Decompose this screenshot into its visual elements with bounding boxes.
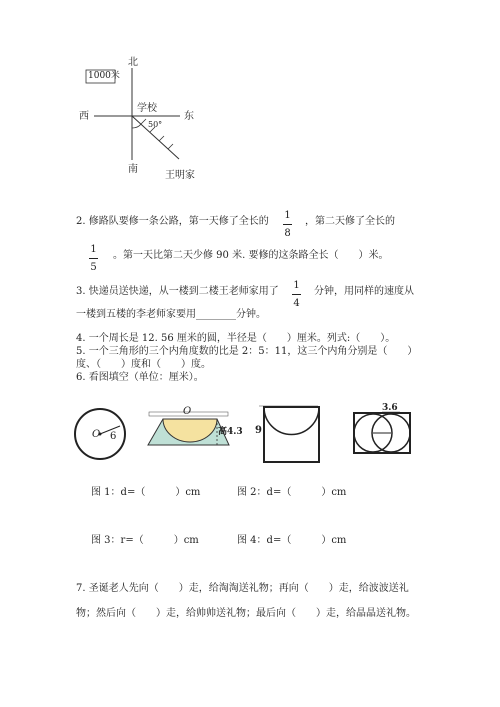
q6-answer-4: 图 4：d=（ ）cm [237,535,347,546]
q3-fraction: 1 4 [293,280,300,309]
q2-text-part2: ，第二天修了全长的 [305,216,395,227]
q2-fraction-2: 1 5 [90,244,97,273]
q2-fraction-1: 1 8 [284,210,291,239]
compass-destination: 王明家 [165,170,195,181]
q6-title: 6. 看图填空（单位：厘米）。 [76,372,204,383]
fig1-center-label: O [92,429,101,440]
fig3-semicircle [264,407,319,434]
compass-center: 学校 [137,103,157,114]
fig3-side-label: 9 [255,425,262,436]
compass-angle: 50° [148,120,163,129]
compass-north: 北 [128,57,138,68]
q6-answer-3: 图 3：r=（ ）cm [91,535,199,546]
q5-text-line2: 度、（ ）度和（ ）度。 [76,359,211,370]
fig1-radius-label: 6 [110,431,117,442]
q3-text-part1: 3. 快递员送快递，从一楼到二楼王老师家用了 [76,286,279,297]
compass-east: 东 [184,111,194,122]
q7-text-line1: 7. 圣诞老人先向（ ）走，给淘淘送礼物；再向（ ）走，给波波送礼 [76,583,409,594]
q2-text-part3: 。第一天比第二天少修 90 米. 要修的这条路全长（ ）米。 [113,250,389,261]
fig2-height-label: 高4.3 [218,427,243,437]
q6-answer-2: 图 2：d=（ ）cm [237,487,347,498]
compass-scale: 1000米 [88,71,120,81]
compass-south: 南 [128,164,138,175]
q7-text-line2: 物；然后向（ ）走，给帅帅送礼物；最后向（ ）走，给晶晶送礼物。 [76,608,416,619]
q5-text-line1: 5. 一个三角形的三个内角度数的比是 2：5：11，这三个内角分别是（ ） [76,346,418,357]
fig4-dim-label: 3.6 [382,403,398,413]
q4-text: 4. 一个周长是 12. 56 厘米的圆，半径是（ ）厘米。列式:（ ）。 [76,333,396,344]
q3-text-line2: 一楼到五楼的李老师家要用________分钟。 [76,309,266,320]
fig2-center-label: O [183,406,192,417]
q3-text-part2: 分钟，用同样的速度从 [314,286,414,297]
compass-west: 西 [79,111,89,122]
q6-answer-1: 图 1：d=（ ）cm [91,487,201,498]
q2-text-part1: 2. 修路队要修一条公路，第一天修了全长的 [76,216,269,227]
